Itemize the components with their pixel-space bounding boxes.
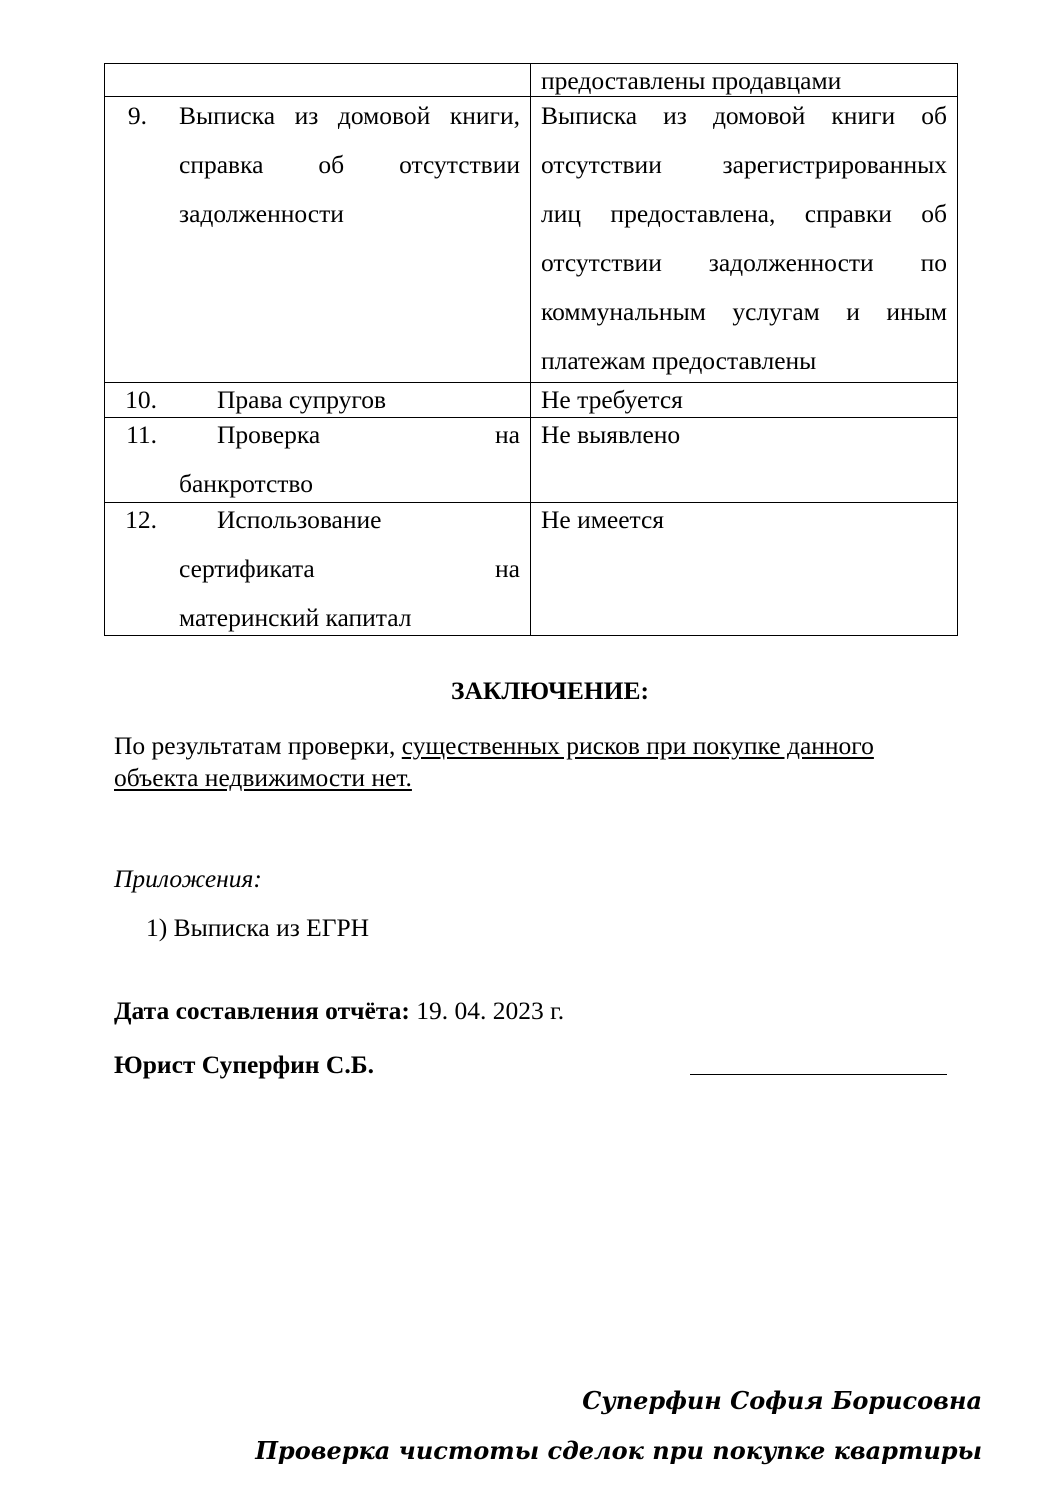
item-label-line: Выписка из домовой книги, (179, 101, 520, 130)
result-line: отсутствии задолженности по (541, 248, 947, 277)
cell-text: предоставлены продавцами (541, 66, 842, 95)
result-line: отсутствии зарегистрированных (541, 150, 947, 179)
item-label-text: Проверка (217, 420, 321, 449)
item-number: 9. (127, 101, 147, 130)
conclusion-text-underlined: объекта недвижимости нет. (114, 763, 412, 792)
item-12-result: Не имеется (541, 505, 665, 534)
table-row (105, 418, 958, 503)
table-row (105, 503, 958, 636)
table-cell (105, 97, 531, 383)
table-row (105, 97, 958, 383)
item-label-text: Использование (217, 505, 382, 534)
table-cell (105, 418, 531, 503)
item-10-result: Не требуется (541, 385, 683, 414)
conclusion-text-plain: По результатам проверки, (114, 731, 402, 760)
table-cell (531, 64, 958, 97)
conclusion-heading: ЗАКЛЮЧЕНИЕ: (451, 676, 649, 705)
item-10-label (105, 383, 530, 417)
item-number: 10. (125, 385, 157, 414)
appendix-title: Приложения: (114, 864, 262, 893)
table-cell-empty (105, 64, 531, 97)
signer-name: Юрист Суперфин С.Б. (114, 1050, 374, 1079)
table-cell (531, 383, 958, 418)
table-cell (531, 418, 958, 503)
spacer (157, 418, 217, 452)
report-date (114, 996, 564, 1026)
table-cell (105, 383, 531, 418)
item-label-text: сертификата (179, 554, 315, 583)
footer-author: Суперфин София Борисовна (582, 1386, 982, 1415)
table-cell (105, 503, 531, 636)
item-label-line: справка об отсутствии (179, 150, 520, 179)
table-row (105, 64, 958, 97)
appendix-item: 1) Выписка из ЕГРН (146, 913, 370, 942)
report-date-label: Дата составления отчёта: (114, 996, 410, 1025)
item-number: 12. (125, 505, 157, 534)
item-label-text: на (495, 420, 520, 449)
item-11-label (105, 418, 530, 452)
item-label-text (179, 99, 520, 231)
conclusion-text-underlined: существенных рисков при покупке данного (401, 731, 874, 760)
item-label-line: задолженности (179, 199, 344, 228)
signature-line (690, 1073, 947, 1075)
table-row (105, 383, 958, 418)
item-label-text: на (495, 554, 520, 583)
result-line: платежам предоставлены (541, 346, 817, 375)
table-cell (531, 503, 958, 636)
item-12-label (105, 503, 530, 537)
spacer (157, 383, 217, 417)
item-9-result (531, 97, 957, 382)
result-line: лиц предоставлена, справки об (541, 199, 947, 228)
item-11-result: Не выявлено (541, 420, 681, 449)
check-results-table (104, 63, 958, 636)
item-label-continuation: банкротство (179, 469, 314, 498)
item-9-label (105, 97, 530, 231)
item-label-continuation: материнский капитал (179, 603, 412, 632)
spacer (157, 503, 217, 537)
table-cell (531, 97, 958, 383)
item-label-continuation (179, 552, 520, 586)
item-label-text: Права супругов (217, 385, 387, 414)
report-date-value: 19. 04. 2023 г. (409, 996, 565, 1025)
result-line: Выписка из домовой книги об (541, 101, 947, 130)
conclusion-text (114, 730, 984, 794)
item-number: 11. (126, 420, 157, 449)
footer-title: Проверка чистоты сделок при покупке квартиры (255, 1436, 982, 1465)
result-line: коммунальным услугам и иным (541, 297, 947, 326)
